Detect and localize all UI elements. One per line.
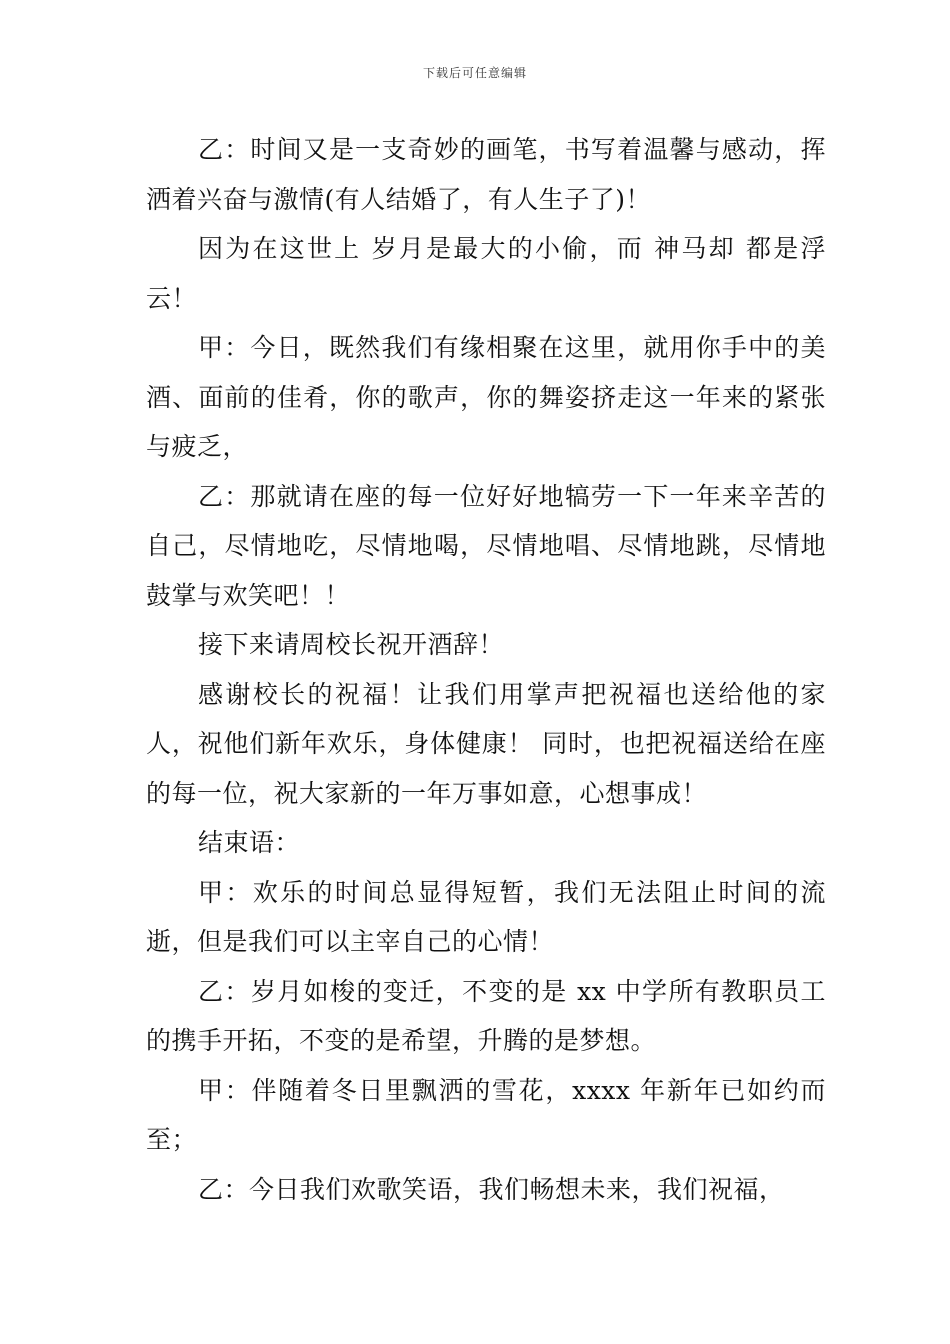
paragraph-yi-change: 乙：岁月如梭的变迁，不变的是 xx 中学所有教职员工的携手开拓，不变的是希望，升腾的是梦想。 (146, 976, 826, 1055)
document-body (146, 125, 826, 1214)
page-header-note: 下载后可任意编辑 (422, 66, 527, 80)
paragraph-yi-time-brush: 乙：时间又是一支奇妙的画笔，书写着温馨与感动，挥洒着兴奋与激情(有人结婚了，有人生子了)！ (146, 135, 826, 214)
paragraph-principal-toast: 接下来请周校长祝开酒辞！ (198, 630, 505, 659)
paragraph-jia-snow: 甲：伴随着冬日里飘洒的雪花，xxxx 年新年已如约而至； (146, 1075, 826, 1154)
paragraph-yi-reward: 乙：那就请在座的每一位好好地犒劳一下一年来辛苦的自己，尽情地吃，尽情地喝，尽情地唱、尽情地跳，尽情地鼓掌与欢笑吧！！ (146, 481, 826, 610)
paragraph-closing-heading: 结束语： (198, 828, 301, 857)
paragraph-jia-short-time: 甲：欢乐的时间总显得短暂，我们无法阻止时间的流逝，但是我们可以主宰自己的心情！ (146, 877, 826, 956)
paragraph-thanks: 感谢校长的祝福！让我们用掌声把祝福也送给他的家人，祝他们新年欢乐，身体健康！ 同时，也把祝福送给在座的每一位，祝大家新的一年万事如意，心想事成！ (146, 679, 826, 808)
paragraph-time-thief: 因为在这世上 岁月是最大的小偷，而 神马却 都是浮云！ (146, 234, 826, 313)
paragraph-yi-future: 乙：今日我们欢歌笑语，我们畅想未来，我们祝福， (198, 1174, 785, 1204)
paragraph-jia-gathering: 甲：今日，既然我们有缘相聚在这里，就用你手中的美酒、面前的佳肴，你的歌声，你的舞姿挤走这一年来的紧张与疲乏， (146, 333, 826, 461)
